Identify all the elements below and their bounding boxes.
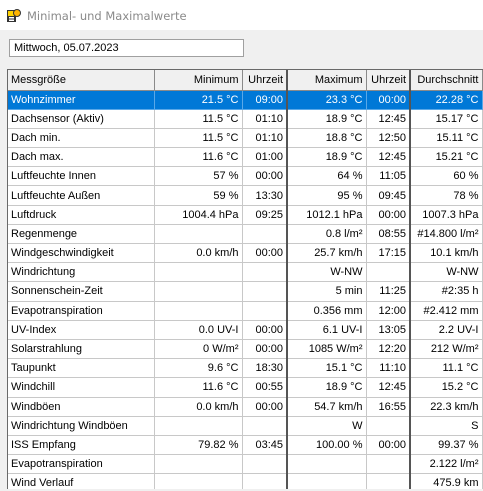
cell-maximum: 5 min — [287, 282, 366, 301]
weather-station-app-icon — [6, 8, 22, 24]
cell-max-time — [366, 455, 410, 474]
cell-max-time: 00:00 — [366, 90, 410, 109]
cell-average: 1007.3 hPa — [410, 205, 482, 224]
table-row[interactable] — [8, 205, 482, 224]
cell-maximum: 25.7 km/h — [287, 244, 366, 263]
cell-max-time: 00:00 — [366, 205, 410, 224]
cell-minimum — [154, 282, 242, 301]
cell-average: W-NW — [410, 263, 482, 282]
table-row[interactable] — [8, 244, 482, 263]
cell-maximum: 1085 W/m² — [287, 339, 366, 358]
cell-min-time — [242, 263, 287, 282]
cell-name: Sonnenschein-Zeit — [8, 282, 154, 301]
cell-min-time — [242, 416, 287, 435]
cell-min-time: 09:00 — [242, 90, 287, 109]
cell-min-time: 00:00 — [242, 244, 287, 263]
cell-average: 15.2 °C — [410, 378, 482, 397]
cell-name: Windgeschwindigkeit — [8, 244, 154, 263]
cell-max-time: 00:00 — [366, 435, 410, 454]
table-row[interactable] — [8, 359, 482, 378]
cell-minimum: 21.5 °C — [154, 90, 242, 109]
cell-name: Evapotranspiration — [8, 301, 154, 320]
cell-maximum: 100.00 % — [287, 435, 366, 454]
table-row[interactable] — [8, 224, 482, 243]
cell-name: Taupunkt — [8, 359, 154, 378]
cell-max-time: 11:25 — [366, 282, 410, 301]
cell-max-time: 12:50 — [366, 128, 410, 147]
cell-minimum — [154, 301, 242, 320]
cell-average: 22.28 °C — [410, 90, 482, 109]
cell-maximum: 15.1 °C — [287, 359, 366, 378]
cell-minimum: 9.6 °C — [154, 359, 242, 378]
cell-maximum: 0.356 mm — [287, 301, 366, 320]
column-header-uhrzeit-min[interactable]: Uhrzeit — [242, 70, 287, 90]
cell-minimum — [154, 263, 242, 282]
cell-max-time: 09:45 — [366, 186, 410, 205]
cell-minimum: 57 % — [154, 167, 242, 186]
cell-maximum: 18.9 °C — [287, 109, 366, 128]
cell-max-time: 12:45 — [366, 378, 410, 397]
cell-name: ISS Empfang — [8, 435, 154, 454]
column-header-minimum[interactable]: Minimum — [154, 70, 242, 90]
cell-average: 2.2 UV-I — [410, 320, 482, 339]
cell-min-time: 00:00 — [242, 167, 287, 186]
column-header-messgroesse[interactable]: Messgröße — [8, 70, 154, 90]
cell-min-time: 00:00 — [242, 320, 287, 339]
window-title: Minimal- und Maximalwerte — [27, 9, 187, 23]
cell-max-time: 11:05 — [366, 167, 410, 186]
cell-min-time — [242, 455, 287, 474]
cell-max-time: 13:05 — [366, 320, 410, 339]
cell-name: Evapotranspiration — [8, 455, 154, 474]
cell-maximum: 18.8 °C — [287, 128, 366, 147]
min-max-table[interactable] — [7, 69, 483, 489]
cell-name: Dach min. — [8, 128, 154, 147]
cell-minimum: 59 % — [154, 186, 242, 205]
cell-min-time — [242, 224, 287, 243]
cell-minimum: 0.0 km/h — [154, 397, 242, 416]
cell-average: 15.11 °C — [410, 128, 482, 147]
cell-min-time: 01:00 — [242, 148, 287, 167]
cell-max-time: 11:10 — [366, 359, 410, 378]
cell-minimum: 0 W/m² — [154, 339, 242, 358]
cell-maximum: 95 % — [287, 186, 366, 205]
table-row[interactable] — [8, 148, 482, 167]
table-row[interactable] — [8, 339, 482, 358]
cell-maximum — [287, 455, 366, 474]
cell-max-time — [366, 263, 410, 282]
cell-max-time: 12:45 — [366, 109, 410, 128]
table-row[interactable] — [8, 109, 482, 128]
table-row[interactable] — [8, 301, 482, 320]
cell-max-time: 08:55 — [366, 224, 410, 243]
table-row[interactable] — [8, 455, 482, 474]
cell-min-time: 00:55 — [242, 378, 287, 397]
cell-average: #2:35 h — [410, 282, 482, 301]
cell-maximum: 54.7 km/h — [287, 397, 366, 416]
cell-name: Regenmenge — [8, 224, 154, 243]
cell-min-time: 18:30 — [242, 359, 287, 378]
cell-minimum — [154, 474, 242, 489]
cell-max-time — [366, 474, 410, 489]
cell-average: S — [410, 416, 482, 435]
cell-average: 212 W/m² — [410, 339, 482, 358]
cell-average: 475.9 km — [410, 474, 482, 489]
cell-maximum: 18.9 °C — [287, 148, 366, 167]
table-row[interactable] — [8, 397, 482, 416]
column-header-durchschnitt[interactable]: Durchschnitt — [410, 70, 482, 90]
cell-min-time: 03:45 — [242, 435, 287, 454]
column-header-maximum[interactable]: Maximum — [287, 70, 366, 90]
cell-name: Windrichtung Windböen — [8, 416, 154, 435]
cell-min-time — [242, 474, 287, 489]
cell-name: Luftfeuchte Außen — [8, 186, 154, 205]
cell-name: Luftfeuchte Innen — [8, 167, 154, 186]
table-row[interactable] — [8, 435, 482, 454]
cell-minimum: 11.5 °C — [154, 109, 242, 128]
cell-maximum: 6.1 UV-I — [287, 320, 366, 339]
cell-min-time: 01:10 — [242, 109, 287, 128]
cell-maximum: 64 % — [287, 167, 366, 186]
table-row[interactable] — [8, 474, 482, 489]
cell-minimum: 11.6 °C — [154, 148, 242, 167]
cell-maximum: 23.3 °C — [287, 90, 366, 109]
cell-name: Wind Verlauf — [8, 474, 154, 489]
cell-minimum: 11.6 °C — [154, 378, 242, 397]
cell-average: 60 % — [410, 167, 482, 186]
cell-maximum: W-NW — [287, 263, 366, 282]
cell-name: Dach max. — [8, 148, 154, 167]
cell-name: Solarstrahlung — [8, 339, 154, 358]
table-row[interactable] — [8, 128, 482, 147]
cell-average: 15.17 °C — [410, 109, 482, 128]
table-row[interactable] — [8, 90, 482, 109]
cell-min-time: 00:00 — [242, 339, 287, 358]
cell-max-time: 17:15 — [366, 244, 410, 263]
cell-maximum: 1012.1 hPa — [287, 205, 366, 224]
cell-average: 22.3 km/h — [410, 397, 482, 416]
cell-average: 15.21 °C — [410, 148, 482, 167]
date-field[interactable]: Mittwoch, 05.07.2023 — [9, 39, 244, 57]
cell-maximum: 0.8 l/m² — [287, 224, 366, 243]
cell-max-time: 12:45 — [366, 148, 410, 167]
cell-min-time: 13:30 — [242, 186, 287, 205]
cell-average: #2.412 mm — [410, 301, 482, 320]
cell-min-time — [242, 301, 287, 320]
cell-max-time: 12:20 — [366, 339, 410, 358]
cell-minimum: 0.0 km/h — [154, 244, 242, 263]
cell-name: Windrichtung — [8, 263, 154, 282]
cell-min-time: 01:10 — [242, 128, 287, 147]
cell-maximum: W — [287, 416, 366, 435]
cell-minimum — [154, 416, 242, 435]
cell-minimum: 79.82 % — [154, 435, 242, 454]
cell-minimum: 1004.4 hPa — [154, 205, 242, 224]
column-header-uhrzeit-max[interactable]: Uhrzeit — [366, 70, 410, 90]
table-header-row — [8, 70, 482, 90]
title-bar — [0, 0, 483, 30]
cell-average: 10.1 km/h — [410, 244, 482, 263]
cell-average: 78 % — [410, 186, 482, 205]
cell-name: Wohnzimmer — [8, 90, 154, 109]
cell-name: Luftdruck — [8, 205, 154, 224]
cell-maximum: 18.9 °C — [287, 378, 366, 397]
cell-min-time: 00:00 — [242, 397, 287, 416]
cell-minimum — [154, 224, 242, 243]
cell-maximum — [287, 474, 366, 489]
table-row[interactable] — [8, 167, 482, 186]
cell-max-time — [366, 416, 410, 435]
cell-max-time: 12:00 — [366, 301, 410, 320]
table-row[interactable] — [8, 263, 482, 282]
table-row[interactable] — [8, 320, 482, 339]
table-row[interactable] — [8, 186, 482, 205]
table-row[interactable] — [8, 416, 482, 435]
cell-name: Windböen — [8, 397, 154, 416]
table-row[interactable] — [8, 282, 482, 301]
cell-name: Windchill — [8, 378, 154, 397]
cell-minimum: 11.5 °C — [154, 128, 242, 147]
table-row[interactable] — [8, 378, 482, 397]
cell-max-time: 16:55 — [366, 397, 410, 416]
cell-name: UV-Index — [8, 320, 154, 339]
cell-minimum — [154, 455, 242, 474]
cell-min-time: 09:25 — [242, 205, 287, 224]
cell-average: 2.122 l/m² — [410, 455, 482, 474]
cell-average: #14.800 l/m² — [410, 224, 482, 243]
cell-average: 11.1 °C — [410, 359, 482, 378]
cell-minimum: 0.0 UV-I — [154, 320, 242, 339]
cell-name: Dachsensor (Aktiv) — [8, 109, 154, 128]
cell-average: 99.37 % — [410, 435, 482, 454]
cell-min-time — [242, 282, 287, 301]
